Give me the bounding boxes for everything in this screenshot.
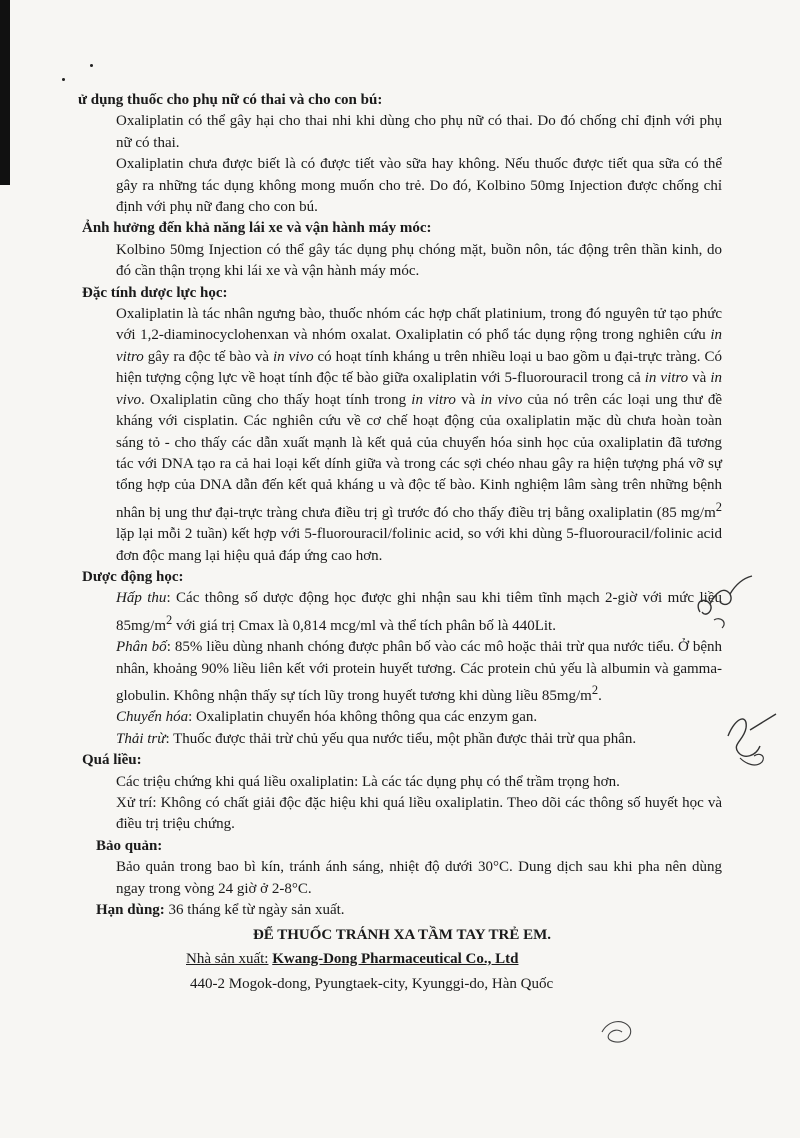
paragraph: Các triệu chứng khi quá liều oxaliplatin: Là các tác dụng phụ có thể trầm trọng hơn. xyxy=(116,773,620,790)
section-title-overdose: Quá liều: xyxy=(82,752,142,769)
paragraph-pharmacodynamics: Oxaliplatin là tác nhân ngưng bào, thuốc nhóm các hợp chất platinium, trong đó nguyên tử tạo phức với 1,2-diaminocyclohenxan và nhóm oxalat. Oxaliplatin có phổ tác dụng rộng trong nghiên cứu in vitro gây ra độc tế bào và in vivo có hoạt tính kháng u trên nhiều loại u bao gồm u đại-trực tràng. Có hiện tượng cộng lực về hoạt tính độc tế bào giữa oxaliplatin với 5-fluorouracil trong cả in vitro và in vivo. Oxaliplatin cũng cho thấy hoạt tính trong in vitro và in vivo của nó trên các loại ung thư đề kháng với cisplatin. Các nghiên cứu về cơ chế hoạt động của oxaliplatin mặc dù chưa hoàn toàn sáng tỏ - cho thấy các dẫn xuất mạnh là kết quả của chuyển hóa sinh học của oxaliplatin đã tương tác với DNA tạo ra cả hai loại kết dính giữa và trong các sợi chéo nhau gây ra hiện tượng phá vỡ sự tổng hợp của DNA dẫn đến kết quả kháng u và độc tế bào. Kinh nghiệm lâm sàng trên những bệnh nhân bị ung thư đại-trực tràng chưa điều trị gì trước đó cho thấy điều trị bằng oxaliplatin (85 $mg/m^2$ lặp lại mỗi 2 tuần) kết hợp với 5-fluorouracil/folinic acid, so với khi dùng 5-fluorouracil/folinic acid đơn độc mang lại hiệu quả đáp ứng cao hơn. xyxy=(116,306,722,564)
paragraph: Xử trí: Không có chất giải độc đặc hiệu khi quá liều oxaliplatin. Theo dõi các thông số huyết học và điều trị triệu chứng. xyxy=(116,795,722,833)
scan-edge-shadow xyxy=(0,0,10,185)
paragraph: Kolbino 50mg Injection có thể gây tác dụng phụ chóng mặt, buồn nôn, tác động trên thần kinh, do đó cần thận trọng khi lái xe và vận hành máy móc. xyxy=(116,241,722,280)
handwritten-initials-mark xyxy=(690,572,760,632)
section-title-storage: Bảo quản: xyxy=(96,837,163,854)
expiry-line: Hạn dùng: 36 tháng kể từ ngày sản xuất. xyxy=(96,902,345,919)
paragraph: Oxaliplatin chưa được biết là có được tiết vào sữa hay không. Nếu thuốc được tiết qua sữa có thể gây ra những tác dụng không mong muốn cho trẻ. Do đó, Kolbino 50mg Injection được chống chỉ định với phụ nữ đang cho con bú. xyxy=(116,156,722,216)
paragraph: Oxaliplatin có thể gây hại cho thai nhi khi dùng cho phụ nữ có thai. Do đó chống chỉ định với phụ nữ có thai. xyxy=(116,113,722,151)
paragraph-elimination: Thải trừ: Thuốc được thải trừ chủ yếu qua nước tiểu, một phần được thải trừ qua phân. xyxy=(116,730,637,747)
paragraph-distribution: Phân bố: 85% liều dùng nhanh chóng được phân bố vào các mô hoặc thải trừ qua nước tiểu. Ở bệnh nhân, khoảng 90% liều liên kết với protein huyết tương. Các protein chủ yếu là albumin và gamma-globulin. Không nhận thấy sự tích lũy trong huyết tương khi dùng liều $85mg/m^2$. xyxy=(116,639,722,704)
paragraph-absorption: Hấp thu: Các thông số dược động học được ghi nhận sau khi tiêm tĩnh mạch 2-giờ với mức liều $85mg/m^2$ với giá trị Cmax là 0,814 mcg/ml và thể tích phân bố là 440Lit. xyxy=(116,590,722,634)
stamp-scribble-mark xyxy=(598,1012,638,1052)
manufacturer-address: 440-2 Mogok-dong, Pyungtaek-city, Kyunggi-do, Hàn Quốc xyxy=(190,976,554,993)
paragraph: Bảo quản trong bao bì kín, tránh ánh sáng, nhiệt độ dưới 30°C. Dung dịch sau khi pha nên dùng ngay trong vòng 24 giờ ở 2-8°C. xyxy=(116,859,722,897)
section-title-pharmacodynamics: Đặc tính dược lực học: xyxy=(82,284,228,301)
scan-speck xyxy=(90,64,93,67)
section-title-pregnancy: ử dụng thuốc cho phụ nữ có thai và cho con bú: xyxy=(78,92,383,108)
section-title-pharmacokinetics: Dược động học: xyxy=(82,568,184,585)
child-warning: ĐỂ THUỐC TRÁNH XA TẦM TAY TRẺ EM. xyxy=(252,927,552,944)
handwritten-signature-mark xyxy=(720,706,780,776)
paragraph-metabolism: Chuyển hóa: Oxaliplatin chuyển hóa không thông qua các enzym gan. xyxy=(116,709,538,726)
manufacturer-line: Nhà sản xuất: Kwang-Dong Pharmaceutical Co., Ltd xyxy=(186,950,519,967)
document-body xyxy=(78,90,722,996)
scan-speck xyxy=(62,78,65,81)
section-title-driving: Ảnh hưởng đến khả năng lái xe và vận hành máy móc: xyxy=(82,220,432,237)
